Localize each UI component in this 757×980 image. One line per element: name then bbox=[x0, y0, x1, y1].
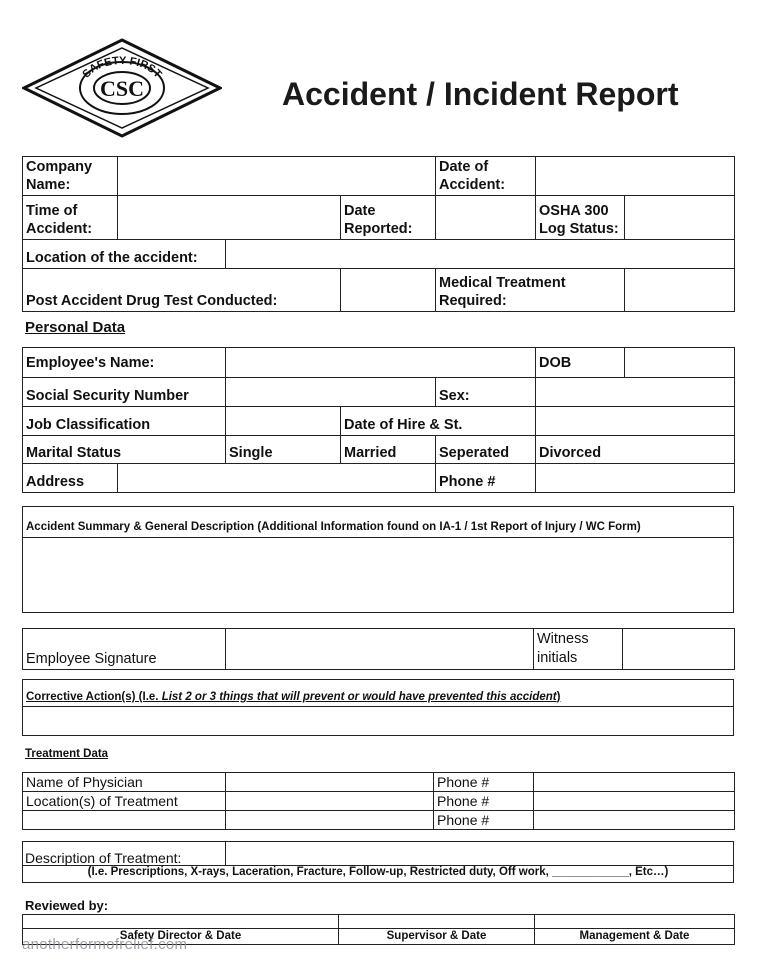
address-label: Address bbox=[23, 464, 118, 493]
accident-summary-field[interactable] bbox=[23, 538, 733, 612]
witness-initials-label: Witness initials bbox=[534, 629, 623, 670]
supervisor-field[interactable] bbox=[339, 915, 535, 929]
treatment-location-label: Location(s) of Treatment bbox=[23, 792, 226, 811]
marital-married-option[interactable]: Married bbox=[341, 436, 436, 464]
location-label: Location of the accident: bbox=[23, 240, 226, 269]
marital-divorced-option[interactable]: Divorced bbox=[536, 436, 735, 464]
management-label: Management & Date bbox=[535, 929, 735, 945]
accident-info-table bbox=[22, 156, 735, 312]
company-name-field[interactable] bbox=[118, 157, 436, 196]
treatment-description-field[interactable] bbox=[226, 842, 733, 866]
watermark: anotherformofrelief.com bbox=[22, 936, 188, 953]
job-class-label: Job Classification bbox=[23, 407, 226, 436]
signature-table bbox=[22, 628, 735, 670]
page-title: Accident / Incident Report bbox=[282, 76, 679, 112]
supervisor-label: Supervisor & Date bbox=[339, 929, 535, 945]
sex-field[interactable] bbox=[536, 378, 735, 407]
employee-name-label: Employee's Name: bbox=[23, 348, 226, 378]
personal-data-table bbox=[22, 347, 735, 493]
physician-label: Name of Physician bbox=[23, 773, 226, 792]
ssn-field[interactable] bbox=[226, 378, 436, 407]
management-field[interactable] bbox=[535, 915, 735, 929]
date-of-accident-label: Date of Accident: bbox=[436, 157, 536, 196]
treatment-location-field[interactable] bbox=[226, 792, 434, 811]
sex-label: Sex: bbox=[436, 378, 536, 407]
csc-safety-first-logo bbox=[22, 38, 222, 138]
treatment-description-label: Description of Treatment: bbox=[23, 842, 226, 866]
osha-300-field[interactable] bbox=[625, 196, 735, 240]
safety-director-field[interactable] bbox=[23, 915, 339, 929]
logo-ring-text: SAFETY FIRST bbox=[80, 54, 164, 81]
job-class-field[interactable] bbox=[226, 407, 341, 436]
phone-label: Phone # bbox=[436, 464, 536, 493]
corrective-italic: List 2 or 3 things that will prevent or would have prevented this accident bbox=[161, 691, 557, 703]
extra-treatment-field[interactable] bbox=[23, 811, 226, 830]
physician-field[interactable] bbox=[226, 773, 434, 792]
treatment-description-box bbox=[22, 841, 734, 883]
date-of-accident-field[interactable] bbox=[536, 157, 735, 196]
accident-summary-box bbox=[22, 506, 734, 613]
osha-300-label: OSHA 300 Log Status: bbox=[536, 196, 625, 240]
dob-field[interactable] bbox=[625, 348, 735, 378]
date-reported-label: Date Reported: bbox=[341, 196, 436, 240]
extra-treatment-field-2[interactable] bbox=[226, 811, 434, 830]
dob-label: DOB bbox=[536, 348, 625, 378]
safety-director-label: Safety Director & Date bbox=[23, 929, 339, 945]
date-reported-field[interactable] bbox=[436, 196, 536, 240]
phone-label-2: Phone # bbox=[434, 792, 534, 811]
drug-test-field[interactable] bbox=[341, 269, 436, 312]
phone-field-2[interactable] bbox=[534, 792, 735, 811]
corrective-suffix: ) bbox=[556, 691, 561, 703]
marital-separated-option[interactable]: Seperated bbox=[436, 436, 536, 464]
phone-field[interactable] bbox=[536, 464, 735, 493]
phone-label-3: Phone # bbox=[434, 811, 534, 830]
employee-name-field[interactable] bbox=[226, 348, 536, 378]
corrective-prefix: Corrective Action(s) (I.e. bbox=[26, 691, 162, 703]
time-of-accident-field[interactable] bbox=[118, 196, 341, 240]
treatment-table bbox=[22, 772, 735, 830]
corrective-action-label bbox=[23, 680, 733, 707]
personal-data-heading: Personal Data bbox=[25, 319, 126, 336]
marital-status-label: Marital Status bbox=[23, 436, 226, 464]
drug-test-label: Post Accident Drug Test Conducted: bbox=[23, 269, 341, 312]
company-name-label: Company Name: bbox=[23, 157, 118, 196]
date-of-hire-field[interactable] bbox=[536, 407, 735, 436]
reviewed-by-heading: Reviewed by: bbox=[25, 898, 109, 913]
time-of-accident-label: Time of Accident: bbox=[23, 196, 118, 240]
phone-label-1: Phone # bbox=[434, 773, 534, 792]
treatment-data-heading: Treatment Data bbox=[25, 748, 109, 760]
medical-treatment-label: Medical Treatment Required: bbox=[436, 269, 625, 312]
employee-signature-field[interactable] bbox=[226, 629, 534, 670]
logo-center-text: CSC bbox=[99, 76, 145, 101]
medical-treatment-field[interactable] bbox=[625, 269, 735, 312]
accident-summary-label: Accident Summary & General Description (Additional Information found on IA-1 / 1st Report of Injury / WC Form) bbox=[23, 507, 733, 538]
address-field[interactable] bbox=[118, 464, 436, 493]
witness-initials-field[interactable] bbox=[623, 629, 735, 670]
corrective-action-box bbox=[22, 679, 734, 736]
date-of-hire-label: Date of Hire & St. bbox=[341, 407, 536, 436]
employee-signature-label: Employee Signature bbox=[23, 629, 226, 670]
marital-single-option[interactable]: Single bbox=[226, 436, 341, 464]
location-field[interactable] bbox=[226, 240, 735, 269]
phone-field-3[interactable] bbox=[534, 811, 735, 830]
corrective-action-field[interactable] bbox=[23, 707, 733, 735]
treatment-examples: (I.e. Prescriptions, X-rays, Laceration, Fracture, Follow-up, Restricted duty, Off work, ____________, Etc…) bbox=[87, 866, 669, 878]
phone-field-1[interactable] bbox=[534, 773, 735, 792]
ssn-label: Social Security Number bbox=[23, 378, 226, 407]
